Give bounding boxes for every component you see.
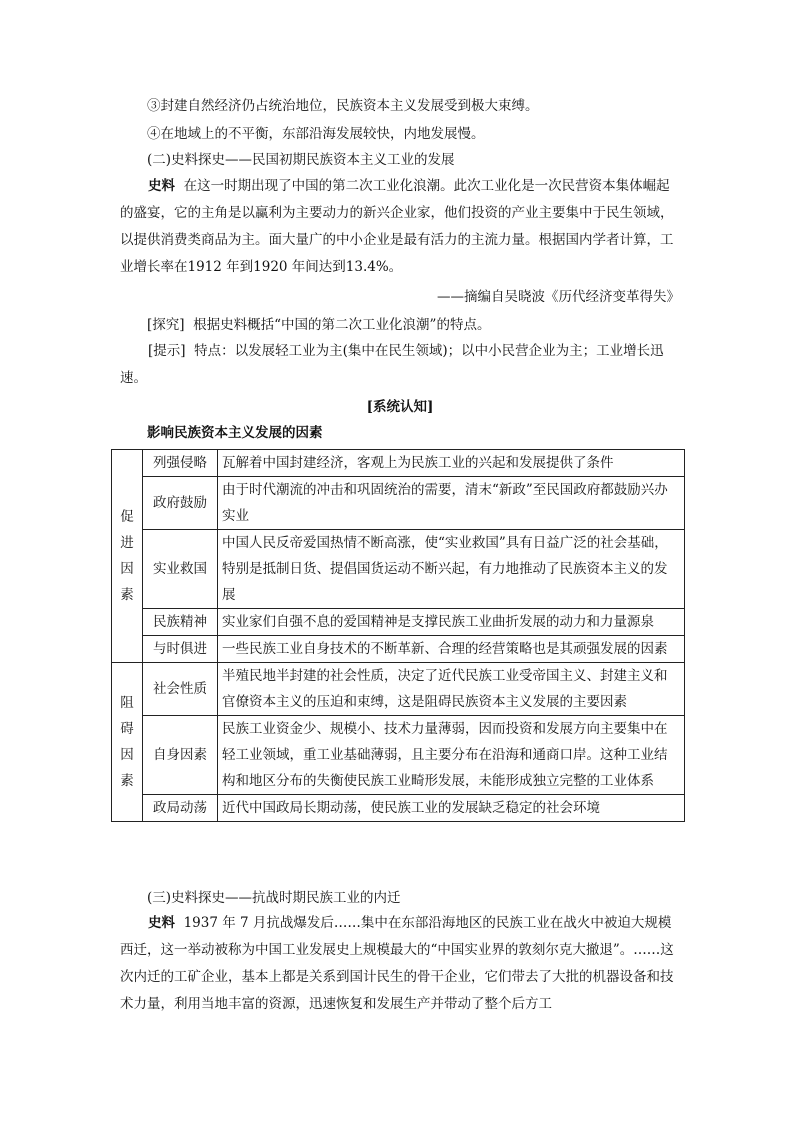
factor-description: 实业家们自强不息的爱国精神是支撑民族工业曲折发展的动力和力量源泉 [218,609,685,636]
promote-group-char: 素 [120,587,134,603]
table-row [112,530,685,609]
promote-group-char: 促 [120,509,134,525]
item-4-text: ④在地域上的不平衡，东部沿海发展较快，内地发展慢。 [147,126,485,142]
factor-description: 由于时代潮流的冲击和巩固统治的需要，清末“新政”至民国政府都鼓励兴办实业 [218,477,685,530]
promote-group-char: 因 [120,561,134,577]
factor-description: 近代中国政局长期动荡，使民族工业的发展缺乏稳定的社会环境 [218,795,685,822]
factor-description: 中国人民反帝爱国热情不断高涨，使“实业救国”具有日益广泛的社会基础，特别是抵制日货、提倡国货运动不断兴起，有力地推动了民族资本主义的发展 [218,530,685,609]
hinder-group-char: 素 [120,773,134,789]
table-row [112,716,685,795]
table-row [112,663,685,716]
section-3-title: (三)史料探史——抗战时期民族工业的内迁 [147,890,401,906]
factors-table [111,449,685,822]
table-row [112,795,685,822]
source-2-text: 1937 年 7 月抗战爆发后……集中在东部沿海地区的民族工业在战火中被迫大规模西迁，这一举动被称为中国工业发展史上规模最大的“中国实业界的敦刻尔克大撤退”。……这次内迁的工矿企业，基本上都是关系到国计民生的骨干企业，它们带去了大批的机器设备和技术力量，利用当地丰富的资源，迅速恢复和发展生产并带动了整个后方工 [120,915,674,1012]
explore-line [147,315,490,335]
factor-description: 瓦解着中国封建经济，客观上为民族工业的兴起和发展提供了条件 [218,450,685,477]
source-1-text: 在这一时期出现了中国的第二次工业化浪潮。此次工业化是一次民营资本集体崛起的盛宴，它的主角是以赢利为主要动力的新兴企业家，他们投资的产业主要集中于民生领域，以提供消费类商品为主。面大量广的中小企业是最有活力的主流力量。根据国内学者计算，工业增长率在1912 年到1920 年间达到13.4%。 [120,178,674,275]
item-3-text: ③封建自然经济仍占统治地位，民族资本主义发展受到极大束缚。 [147,98,539,114]
source-2-paragraph [120,910,680,1018]
promote-group-label [112,450,143,663]
hint-label: [提示] [148,343,186,359]
table-title: 影响民族资本主义发展的因素 [147,425,323,441]
table-row [112,636,685,663]
system-title: [系统认知] [366,399,434,415]
section-2-title: (二)史料探史——民国初期民族资本主义工业的发展 [147,152,455,168]
factor-description: 半殖民地半封建的社会性质，决定了近代民族工业受帝国主义、封建主义和官僚资本主义的压迫和束缚，这是阻碍民族资本主义发展的主要因素 [218,663,685,716]
factor-description: 一些民族工业自身技术的不断革新、合理的经营策略也是其顽强发展的因素 [218,636,685,663]
hint-paragraph [120,338,680,392]
hinder-group-label [112,663,143,822]
explore-text: 根据史料概括“中国的第二次工业化浪潮”的特点。 [193,317,491,333]
hinder-group-char: 碍 [120,721,134,737]
factor-name: 实业救国 [143,530,218,609]
factor-name: 政府鼓励 [143,477,218,530]
table-row [112,450,685,477]
hint-text: 特点：以发展轻工业为主(集中在民生领域)；以中小民营企业为主；工业增长迅速。 [120,343,664,386]
hinder-group-char: 因 [120,747,134,763]
factor-name: 社会性质 [143,663,218,716]
source-2-label: 史料 [148,915,175,931]
factor-name: 政局动荡 [143,795,218,822]
explore-label: [探究] [147,317,185,333]
factor-name: 与时俱进 [143,636,218,663]
source-1-paragraph [120,173,680,281]
factor-name: 民族精神 [143,609,218,636]
factor-description: 民族工业资金少、规模小、技术力量薄弱，因而投资和发展方向主要集中在轻工业领域，重工业基础薄弱，且主要分布在沿海和通商口岸。这种工业结构和地区分布的失衡使民族工业畸形发展，未能形成独立完整的工业体系 [218,716,685,795]
source-1-citation: ——摘编自吴晓波《历代经济变革得失》 [437,289,680,305]
factor-name: 列强侵略 [143,450,218,477]
promote-group-char: 进 [120,535,134,551]
source-1-label: 史料 [148,178,175,194]
factor-name: 自身因素 [143,716,218,795]
table-row [112,609,685,636]
hinder-group-char: 阻 [120,695,134,711]
table-row [112,477,685,530]
